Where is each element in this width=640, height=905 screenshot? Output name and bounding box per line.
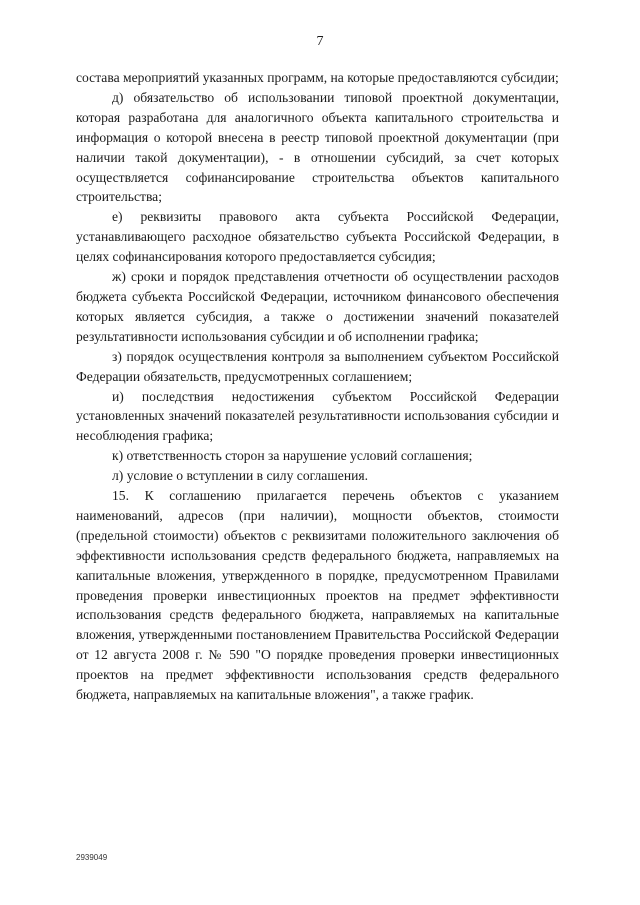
paragraph-clause-15: 15. К соглашению прилагается перечень объектов с указанием наименований, адресов (при наличии), мощности объектов, стоимости (предельной стоимости) объектов с реквизитами положительного заключения об эффективности использования средств федерального бюджета, направляемых на капитальные вложения, утвержденного в порядке, предусмотренном Правилами проведения проверки инвестиционных проектов на предмет эффективности использования средств федерального бюджета, направляемых на капитальные вложения, утвержденными постановлением Правительства Российской Федерации от 12 августа 2008 г. № 590 "О порядке проведения проверки инвестиционных проектов на предмет эффективности использования средств федерального бюджета, направляемых на капитальные вложения", а также график. [76,488,559,703]
paragraph-item-i: и) последствия недостижения субъектом Российской Федерации установленных значений показателей результативности использования субсидии и несоблюдения графика; [76,388,559,444]
paragraph-item-e: е) реквизиты правового акта субъекта Российской Федерации, устанавливающего расходное обязательство субъекта Российской Федерации, в целях софинансирования которого предоставляется субсидия; [76,209,559,265]
paragraph-continuation: состава мероприятий указанных программ, на которые предоставляются субсидии; [76,70,559,85]
document-body [76,68,559,705]
document-code: 2939049 [76,853,108,862]
paragraph-item-z: з) порядок осуществления контроля за выполнением субъектом Российской Федерации обязательств, предусмотренных соглашением; [76,348,559,384]
page-number: 7 [316,34,324,49]
paragraph-item-d: д) обязательство об использовании типовой проектной документации, которая разработана для аналогичного объекта капитального строительства и информация о которой внесена в реестр типовой проектной документации (при наличии такой документации), - в отношении субсидий, за счет которых осуществляется софинансирование строительства объектов капитального строительства; [76,89,559,205]
paragraph-item-l: л) условие о вступлении в силу соглашения. [112,468,369,484]
paragraph-item-k: к) ответственность сторон за нарушение условий соглашения; [112,448,473,464]
paragraph-item-zh: ж) сроки и порядок представления отчетности об осуществлении расходов бюджета субъекта Российской Федерации, источником финансового обеспечения которых является субсидия, а также о достижении значений показателей результативности использования субсидии и об исполнении графика; [76,269,559,344]
